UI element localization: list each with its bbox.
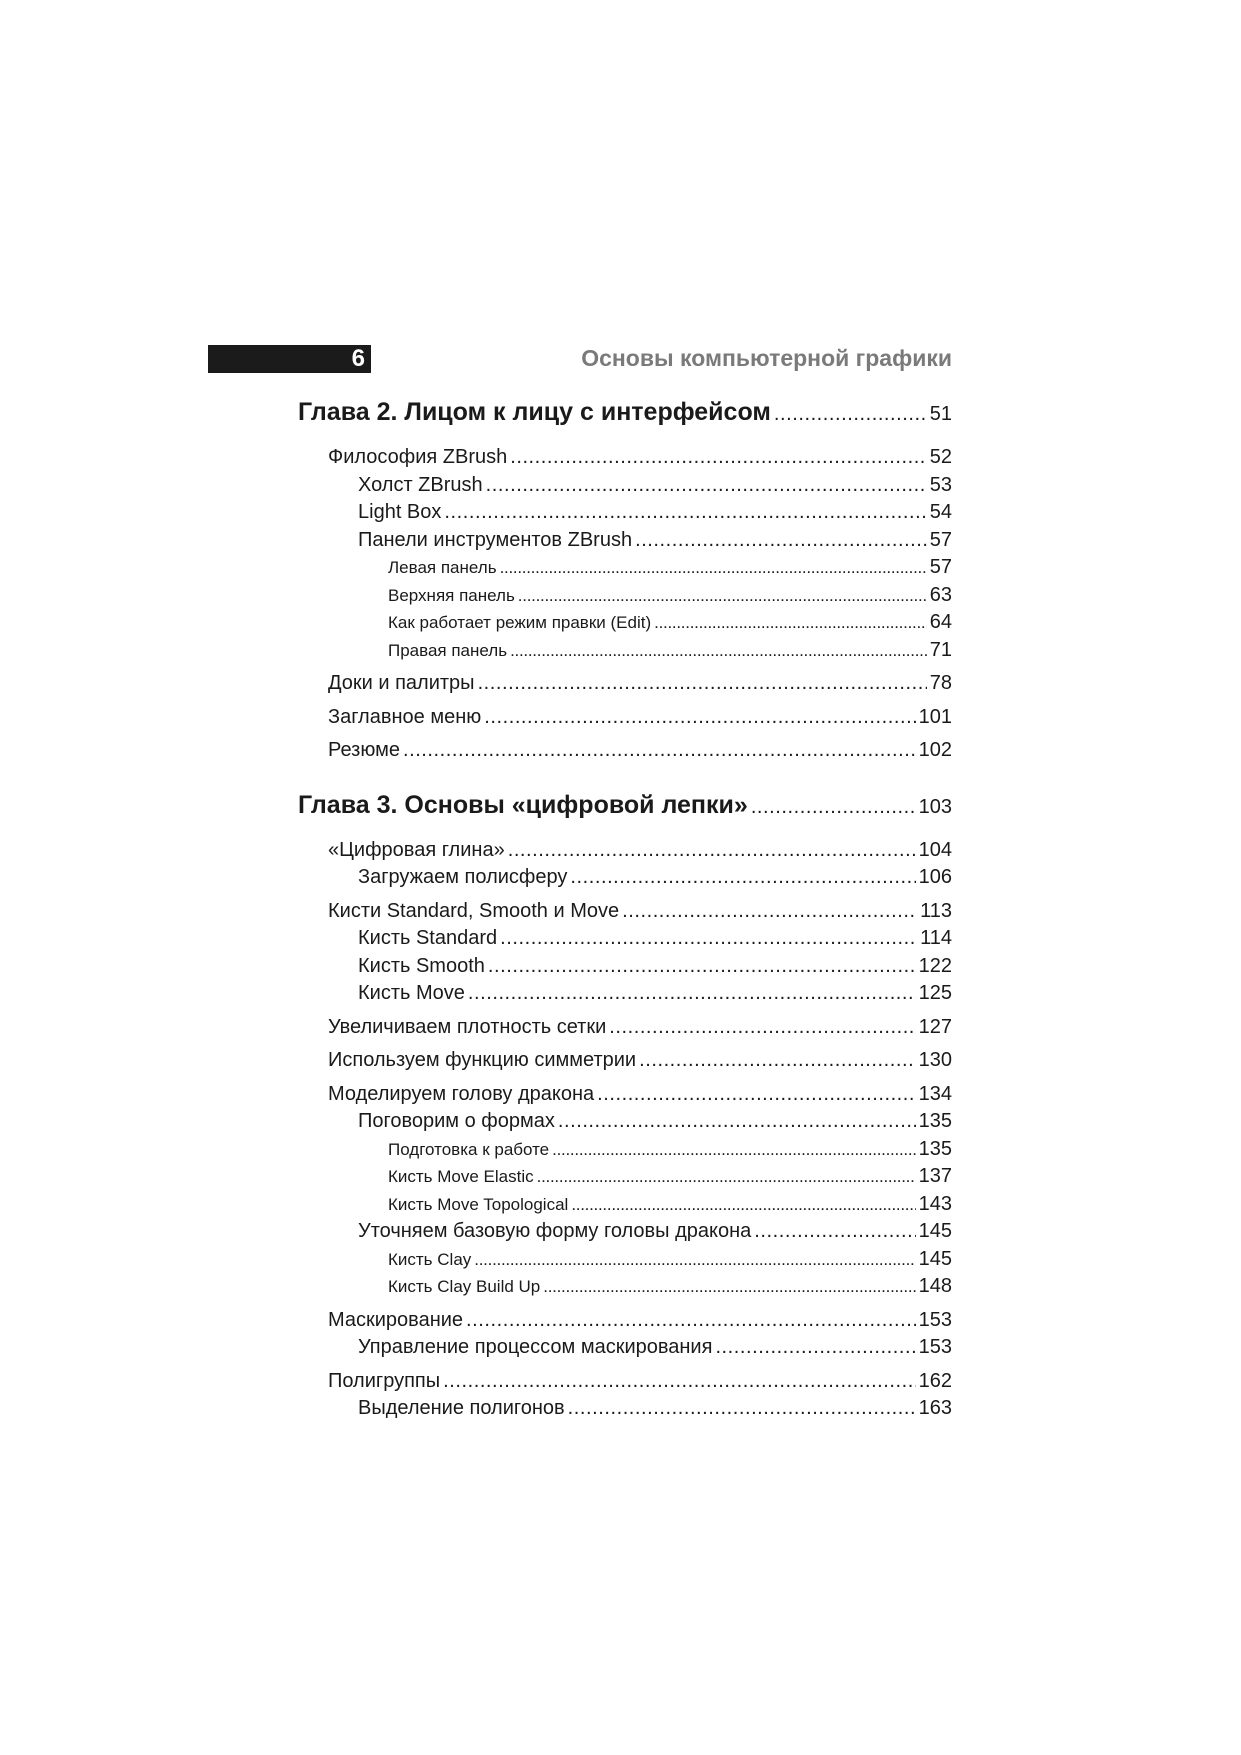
toc-entry-title: Кисть Standard (358, 927, 498, 949)
toc-entry-page-number: 135 (918, 1110, 952, 1132)
toc-entry[interactable] (298, 670, 952, 698)
toc-entry-title: Как работает режим правки (Edit) (388, 613, 652, 632)
toc-entry-page-number: 113 (920, 899, 952, 922)
toc-entry[interactable] (298, 864, 952, 892)
toc-entry-title: Левая панель (388, 558, 497, 577)
toc-entry-page-number: 135 (918, 1137, 952, 1160)
toc-entry-title: Доки и палитры (328, 672, 475, 694)
dot-leader (444, 499, 926, 527)
dot-leader (635, 527, 927, 555)
dot-leader (478, 670, 927, 698)
toc-entry-title: Используем функцию симметрии (328, 1049, 637, 1071)
dot-leader (568, 1395, 916, 1423)
dot-leader (488, 953, 916, 981)
dot-leader (751, 787, 916, 827)
table-of-contents (298, 392, 952, 1423)
toc-entry-title: Уточняем базовую форму головы дракона (358, 1220, 752, 1242)
toc-entry-title: Кисти Standard, Smooth и Move (328, 899, 620, 922)
toc-entry-page-number: 145 (918, 1247, 952, 1270)
toc-chapter (298, 392, 952, 765)
toc-entry[interactable] (298, 1273, 952, 1301)
dot-leader (500, 925, 917, 953)
toc-entry[interactable] (298, 953, 952, 981)
chapter-heading[interactable] (298, 392, 952, 432)
dot-leader (500, 554, 927, 582)
toc-entry-title: Философия ZBrush (328, 446, 508, 468)
toc-chapter (298, 765, 952, 1423)
toc-entry-title: Подготовка к работе (388, 1139, 550, 1159)
toc-entry-title: Панели инструментов ZBrush (358, 528, 633, 551)
toc-entry[interactable] (298, 737, 952, 765)
toc-entry[interactable] (298, 1395, 952, 1423)
toc-entry-title: Выделение полигонов (358, 1397, 565, 1419)
toc-entry[interactable] (298, 1218, 952, 1246)
toc-entry-title: Light Box (358, 501, 442, 523)
toc-entry-page-number: 148 (918, 1275, 952, 1297)
dot-leader (508, 837, 916, 865)
toc-entry[interactable] (298, 1108, 952, 1136)
chapter-title: Глава 3. Основы «цифровой лепки» (298, 790, 748, 819)
toc-entry[interactable] (298, 1047, 952, 1075)
dot-leader (474, 1246, 915, 1274)
toc-entry-title: Управление процессом маскирования (358, 1336, 713, 1358)
dot-leader (639, 1047, 916, 1075)
toc-entry[interactable] (298, 1191, 952, 1219)
toc-entry[interactable] (298, 980, 952, 1008)
chapter-page-number: 51 (929, 403, 952, 425)
dot-leader (552, 1136, 915, 1164)
dot-leader (571, 1191, 915, 1219)
toc-entry-title: Кисть Move (358, 982, 465, 1004)
running-header (208, 343, 952, 375)
toc-entry-page-number: 130 (918, 1049, 952, 1071)
dot-leader (468, 980, 916, 1008)
dot-leader (537, 1163, 916, 1191)
toc-entry-page-number: 145 (918, 1220, 952, 1242)
toc-entry-title: Холст ZBrush (358, 473, 483, 496)
toc-entry-title: Загружаем полисферу (358, 866, 568, 888)
toc-entry[interactable] (298, 898, 952, 926)
toc-entry-title: Кисть Clay (388, 1249, 472, 1269)
toc-entry[interactable] (298, 499, 952, 527)
toc-entry-page-number: 163 (918, 1397, 952, 1419)
chapter-heading[interactable] (298, 785, 952, 825)
toc-entry-page-number: 52 (929, 446, 952, 468)
toc-entry-title: Моделируем голову дракона (328, 1082, 595, 1105)
toc-entry-title: Маскирование (328, 1308, 464, 1331)
toc-entry[interactable] (298, 837, 952, 865)
toc-entry-page-number: 134 (918, 1082, 952, 1105)
toc-entry-page-number: 78 (929, 672, 952, 694)
dot-leader (403, 737, 916, 765)
toc-entry-page-number: 125 (918, 982, 952, 1004)
toc-entry-title: «Цифровая глина» (328, 838, 505, 861)
toc-entry-title: Резюме (328, 739, 400, 761)
toc-entry-page-number: 162 (918, 1369, 952, 1392)
dot-leader (510, 637, 927, 665)
toc-entry-page-number: 102 (918, 739, 952, 761)
toc-entry-page-number: 57 (929, 556, 952, 578)
dot-leader (466, 1307, 916, 1335)
toc-entry-title: Кисть Move Elastic (388, 1167, 534, 1186)
toc-entry-title: Верхняя панель (388, 585, 515, 605)
toc-entry-page-number: 64 (929, 611, 952, 633)
toc-entry[interactable] (298, 704, 952, 732)
dot-leader (715, 1334, 915, 1362)
toc-entry-page-number: 63 (929, 583, 952, 606)
toc-entry-page-number: 53 (929, 473, 952, 496)
toc-entry-page-number: 106 (918, 866, 952, 888)
toc-entry[interactable] (298, 1163, 952, 1191)
toc-entry[interactable] (298, 1246, 952, 1274)
dot-leader (518, 582, 927, 610)
dot-leader (484, 704, 915, 732)
toc-entry-page-number: 54 (929, 501, 952, 523)
toc-entry[interactable] (298, 1081, 952, 1109)
toc-entry-page-number: 143 (918, 1192, 952, 1215)
dot-leader (597, 1081, 916, 1109)
toc-entry-title: Кисть Clay Build Up (388, 1277, 541, 1296)
toc-entry-title: Правая панель (388, 640, 508, 660)
toc-entry[interactable] (298, 1136, 952, 1164)
toc-entry[interactable] (298, 1334, 952, 1362)
dot-leader (654, 609, 927, 637)
dot-leader (609, 1014, 915, 1042)
toc-entry-page-number: 153 (918, 1336, 952, 1358)
dot-leader (486, 472, 927, 500)
dot-leader (570, 864, 915, 892)
dot-leader (754, 1218, 915, 1246)
toc-entry-page-number: 71 (929, 638, 952, 661)
toc-entry[interactable] (298, 609, 952, 637)
page-number: 6 (208, 345, 371, 373)
toc-entry-title: Кисть Move Topological (388, 1194, 569, 1214)
toc-entry-page-number: 57 (929, 528, 952, 551)
toc-entry[interactable] (298, 527, 952, 555)
toc-entry-title: Увеличиваем плотность сетки (328, 1015, 607, 1038)
toc-entry[interactable] (298, 582, 952, 610)
toc-entry[interactable] (298, 637, 952, 665)
dot-leader (558, 1108, 916, 1136)
toc-entry-page-number: 101 (918, 705, 952, 728)
toc-entry-page-number: 104 (918, 838, 952, 861)
toc-entry[interactable] (298, 1014, 952, 1042)
running-title: Основы компьютерной графики (581, 345, 952, 371)
dot-leader (443, 1368, 915, 1396)
toc-entry-title: Заглавное меню (328, 705, 482, 728)
toc-entry[interactable] (298, 1307, 952, 1335)
toc-entry-title: Полигруппы (328, 1369, 441, 1392)
toc-entry-page-number: 153 (918, 1308, 952, 1331)
toc-entry-page-number: 122 (918, 954, 952, 977)
toc-entry[interactable] (298, 444, 952, 472)
dot-leader (622, 898, 917, 926)
toc-entry[interactable] (298, 472, 952, 500)
toc-entry[interactable] (298, 1368, 952, 1396)
toc-entry-title: Кисть Smooth (358, 954, 485, 977)
chapter-page-number: 103 (918, 795, 952, 818)
toc-entry-page-number: 137 (918, 1165, 952, 1187)
toc-entry-page-number: 114 (920, 927, 952, 949)
toc-entry[interactable] (298, 925, 952, 953)
dot-leader (543, 1273, 915, 1301)
dot-leader (774, 394, 927, 434)
toc-entry-page-number: 127 (918, 1015, 952, 1038)
dot-leader (510, 444, 927, 472)
toc-entry[interactable] (298, 554, 952, 582)
chapter-title: Глава 2. Лицом к лицу с интерфейсом (298, 398, 771, 426)
toc-entry-title: Поговорим о формах (358, 1110, 555, 1132)
